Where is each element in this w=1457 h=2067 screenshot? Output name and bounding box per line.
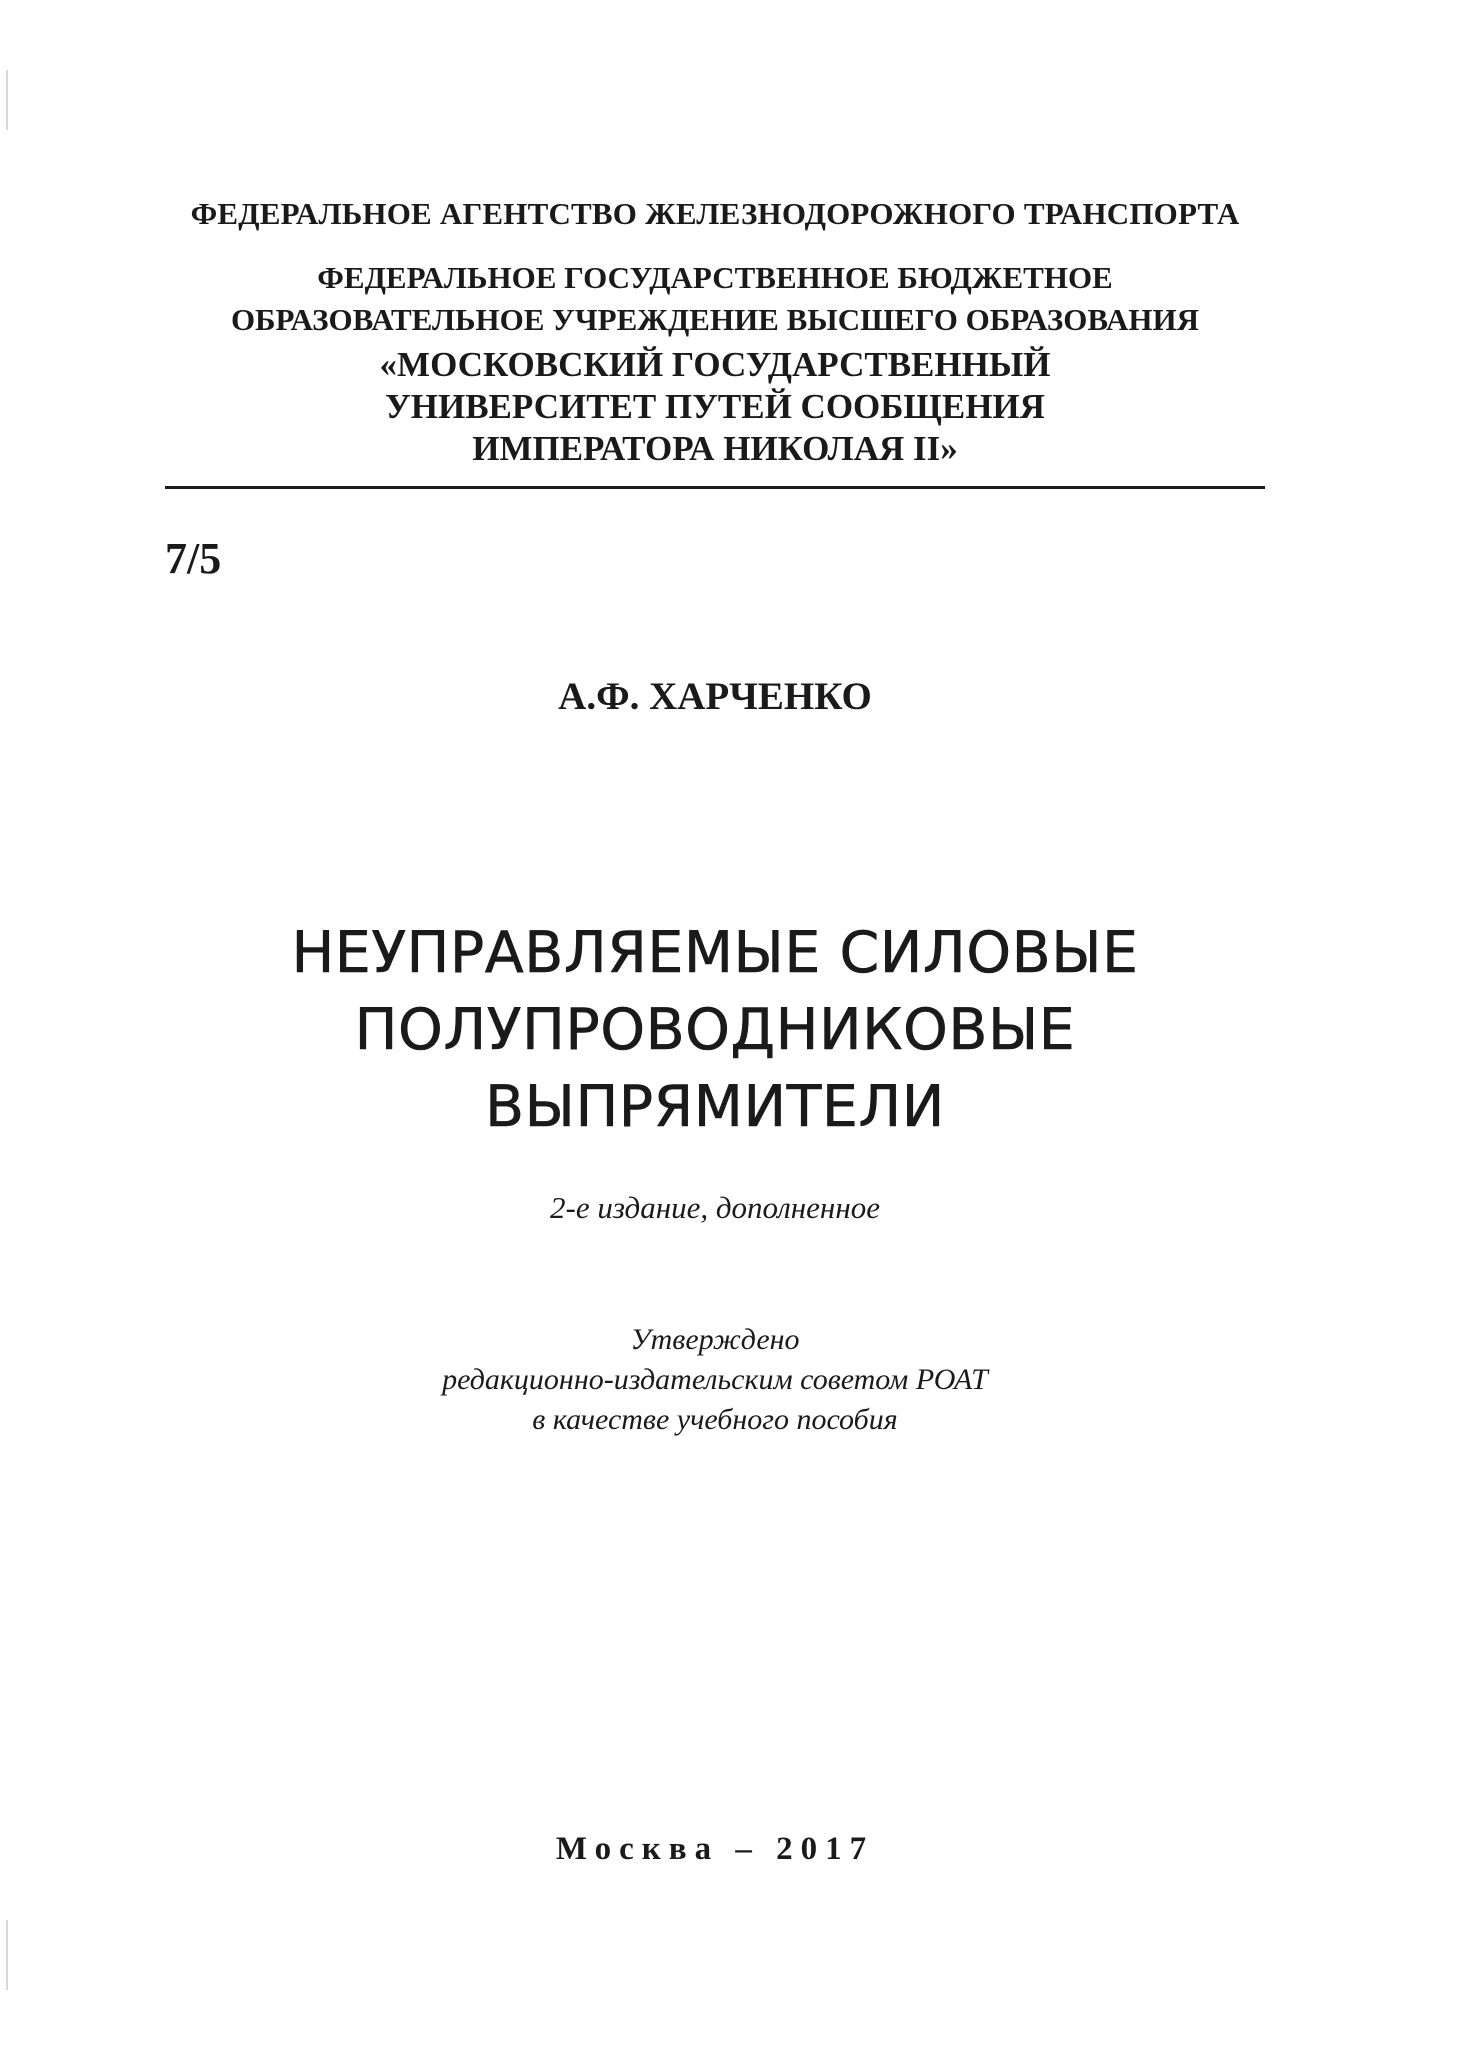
imprint-place-year: Москва – 2017: [555, 1831, 875, 1867]
book-title-line: ВЫПРЯМИТЕЛИ: [485, 1074, 945, 1140]
university-name-line: УНИВЕРСИТЕТ ПУТЕЙ СООБЩЕНИЯ: [385, 387, 1045, 426]
approval-note: [165, 1320, 1265, 1440]
book-title-line: ПОЛУПРОВОДНИКОВЫЕ: [354, 997, 1076, 1063]
institution-type-line: ФЕДЕРАЛЬНОЕ ГОСУДАРСТВЕННОЕ БЮДЖЕТНОЕ: [317, 260, 1113, 295]
approval-line: редакционно-издательским советом РОАТ: [442, 1363, 988, 1396]
scan-edge-mark: [6, 70, 8, 130]
institution-type: [165, 257, 1265, 341]
scan-edge-mark: [6, 1920, 8, 1990]
university-name-line: «МОСКОВСКИЙ ГОСУДАРСТВЕННЫЙ: [379, 345, 1051, 384]
author-name: А.Ф. ХАРЧЕНКО: [558, 675, 872, 718]
edition-note: 2-е издание, дополненное: [550, 1190, 880, 1225]
book-title: [165, 915, 1265, 1146]
shelf-code: 7/5: [165, 534, 222, 583]
book-title-line: НЕУПРАВЛЯЕМЫЕ СИЛОВЫЕ: [291, 920, 1139, 986]
agency-name: ФЕДЕРАЛЬНОЕ АГЕНТСТВО ЖЕЛЕЗНОДОРОЖНОГО ТРАНСПОРТА: [190, 196, 1240, 231]
approval-line: Утверждено: [630, 1323, 800, 1356]
institution-type-line: ОБРАЗОВАТЕЛЬНОЕ УЧРЕЖДЕНИЕ ВЫСШЕГО ОБРАЗОВАНИЯ: [230, 302, 1200, 337]
header-divider: [165, 486, 1265, 489]
university-name: [165, 344, 1265, 470]
approval-line: в качестве учебного пособия: [532, 1403, 898, 1436]
university-name-line: ИМПЕРАТОРА НИКОЛАЯ II»: [472, 429, 958, 468]
